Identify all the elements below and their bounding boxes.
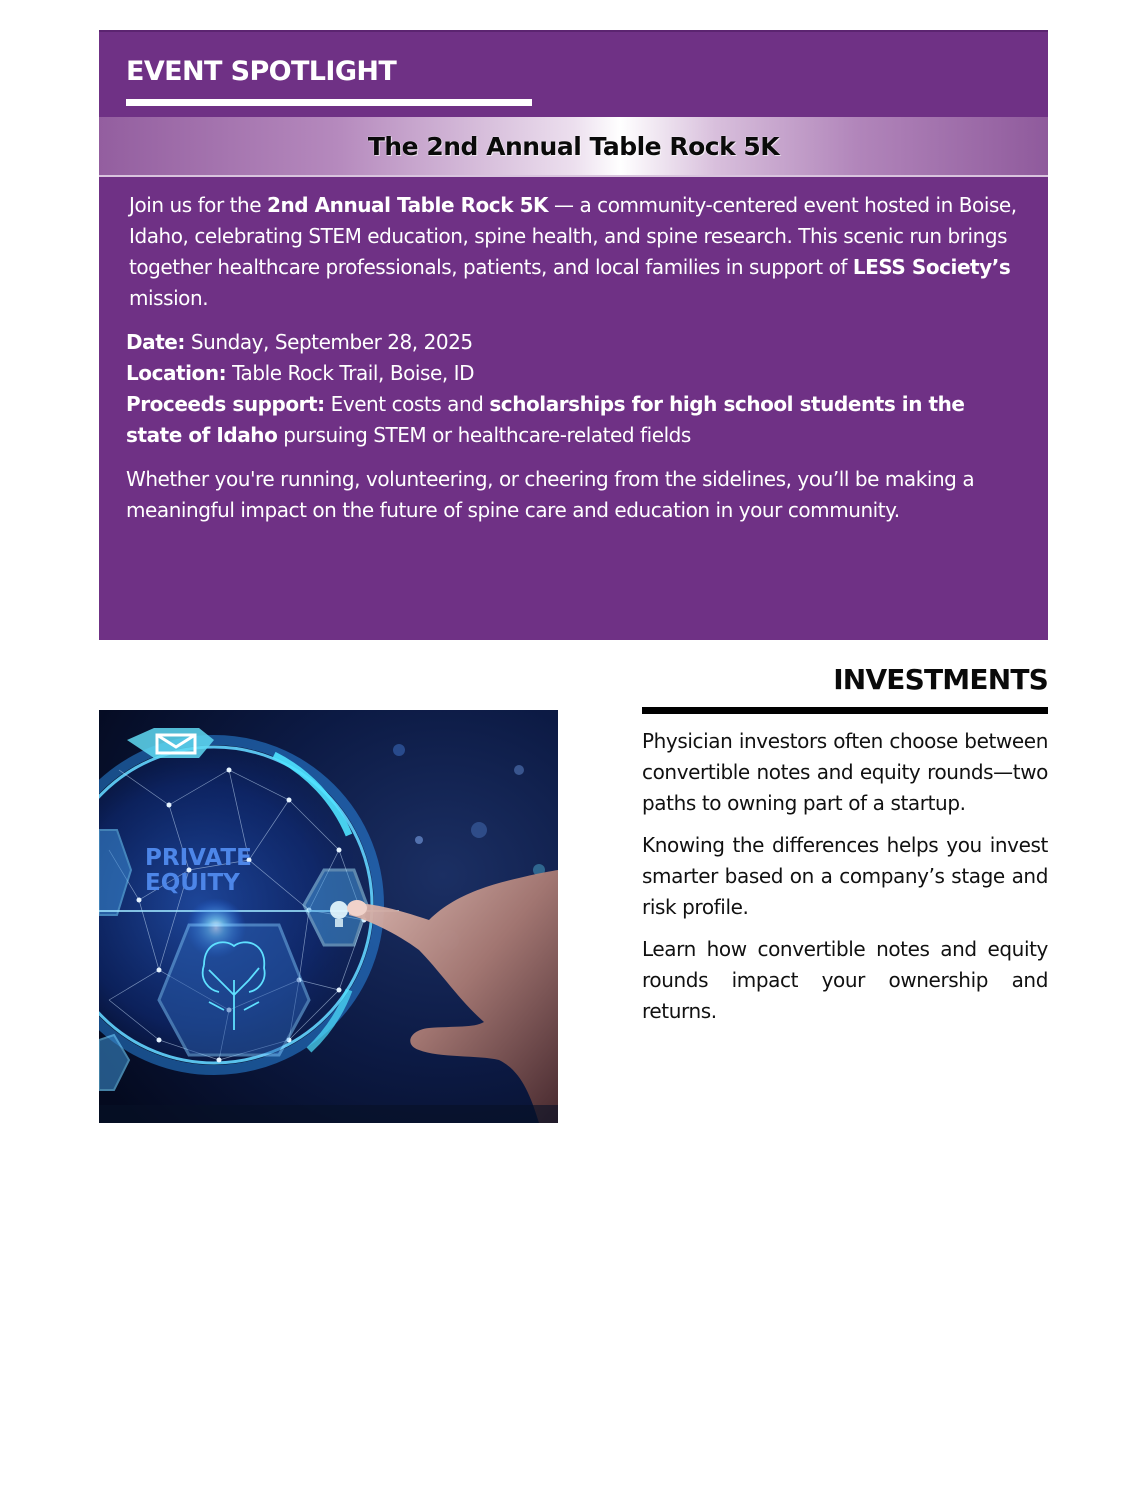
proceeds-bold: scholarships for high school students in the state of Idaho	[126, 392, 965, 447]
event-name-banner	[99, 117, 1048, 177]
proceeds-text-pre: Event costs and	[324, 392, 490, 416]
event-name: The 2nd Annual Table Rock 5K	[367, 131, 780, 161]
image-overlay-private: PRIVATE	[145, 845, 252, 871]
investments-title-bar	[642, 707, 1048, 714]
event-location	[126, 358, 1018, 389]
private-equity-image	[99, 710, 558, 1123]
event-proceeds	[126, 389, 1018, 451]
date-label: Date:	[126, 330, 185, 354]
event-intro-paragraph	[129, 190, 1018, 314]
location-label: Location:	[126, 361, 227, 385]
event-details	[126, 327, 1018, 451]
proceeds-text-post: pursuing STEM or healthcare-related fields	[277, 423, 691, 447]
intro-text-pre: Join us for the	[129, 193, 268, 217]
intro-text-post: mission.	[129, 286, 209, 310]
section-title-event-spotlight: EVENT SPOTLIGHT	[126, 56, 397, 87]
location-value: Table Rock Trail, Boise, ID	[226, 361, 475, 385]
private-equity-illustration	[99, 710, 558, 1123]
investments-body	[642, 726, 1048, 1038]
section-title-investments: INVESTMENTS	[833, 663, 1048, 696]
event-spotlight-section	[99, 30, 1048, 640]
image-overlay-equity: EQUITY	[145, 870, 240, 896]
event-date	[126, 327, 1018, 358]
intro-event-bold: 2nd Annual Table Rock 5K	[267, 193, 549, 217]
event-closing-paragraph	[126, 464, 1018, 526]
closing-text: Whether you're running, volunteering, or cheering from the sidelines, you’ll be making a meaningful impact on the future of spine care and education in your community.	[126, 467, 975, 522]
date-value: Sunday, September 28, 2025	[184, 330, 473, 354]
investments-paragraph: Learn how convertible notes and equity rounds impact your ownership and returns.	[642, 937, 1048, 1023]
intro-org-bold: LESS Society’s	[852, 255, 1011, 279]
investments-paragraph: Physician investors often choose between convertible notes and equity rounds—two paths to owning part of a startup.	[642, 729, 1048, 815]
title-underline	[126, 99, 532, 106]
investments-paragraph: Knowing the differences helps you invest smarter based on a company’s stage and risk profile.	[642, 833, 1048, 919]
intro-text-mid: — a community-centered event hosted in Boise, Idaho, celebrating STEM education, spine health, and spine research. This scenic run brings together healthcare professionals, patients, and local families in support of	[129, 193, 1017, 279]
proceeds-label: Proceeds support:	[126, 392, 325, 416]
